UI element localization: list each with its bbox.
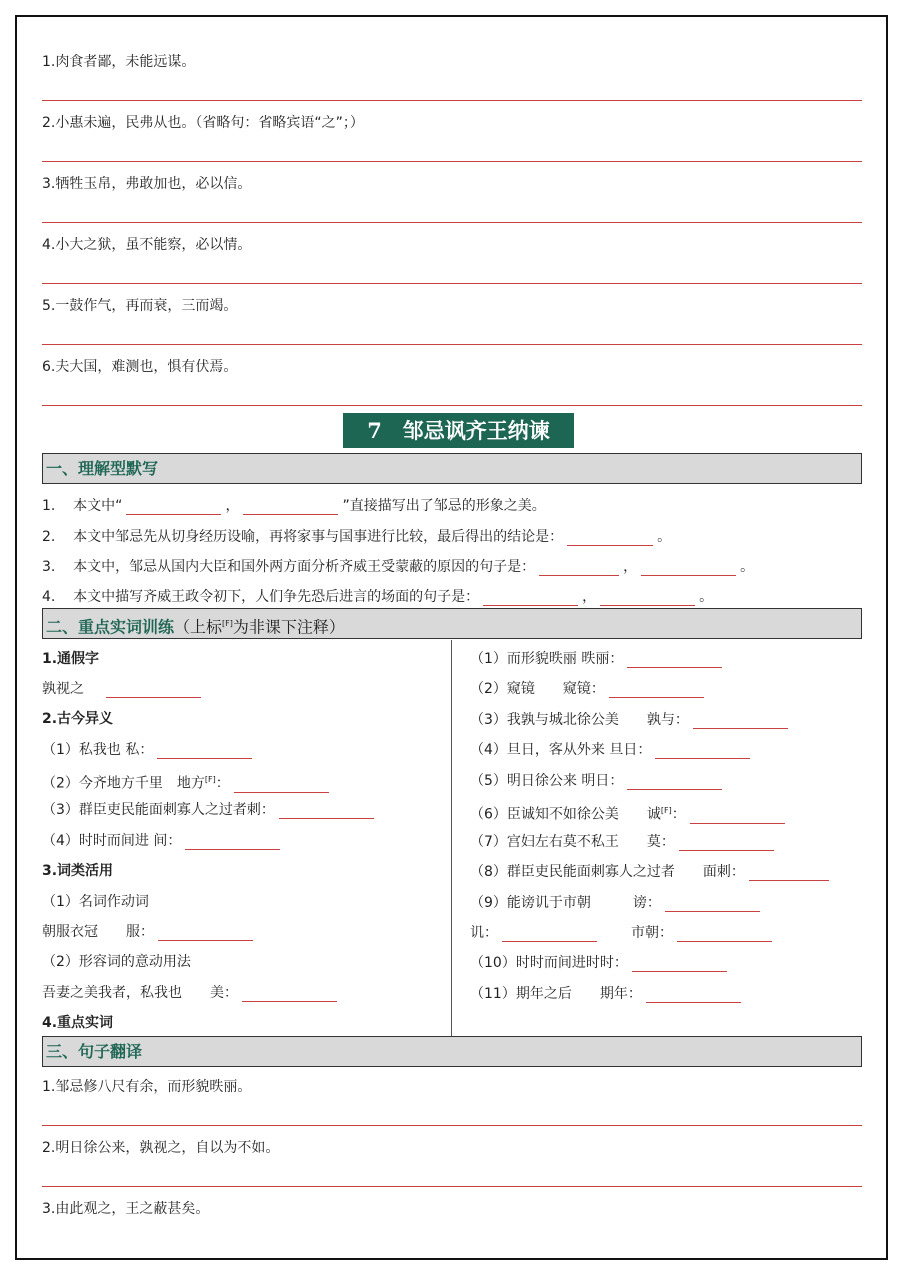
vocab-item bbox=[470, 924, 776, 942]
answer-line[interactable] bbox=[42, 222, 862, 223]
q-text: 本文中描写齐威王政令初下，人们争先恐后进言的场面的句子是： bbox=[73, 589, 480, 605]
vocab-item bbox=[470, 680, 708, 698]
blank[interactable] bbox=[157, 744, 252, 759]
vocab-item bbox=[470, 954, 731, 972]
vocab-item bbox=[42, 680, 205, 698]
blank[interactable] bbox=[243, 500, 338, 515]
vocab-item bbox=[470, 833, 778, 851]
q-text: 。 bbox=[740, 559, 755, 575]
blank[interactable] bbox=[646, 988, 741, 1003]
blank[interactable] bbox=[641, 561, 736, 576]
vocab-text: （7）宫妇左右莫不私王 莫： bbox=[470, 834, 675, 850]
vocab-item bbox=[470, 772, 726, 790]
translation-item: 1.邹忌修八尺有余，而形貌昳丽。 bbox=[42, 1079, 252, 1095]
vocab-item bbox=[42, 801, 378, 819]
section-title: 二、重点实词训练 bbox=[46, 617, 175, 637]
question-3 bbox=[42, 558, 754, 576]
blank[interactable] bbox=[679, 836, 774, 851]
translation-item: 4.小大之狱，虽不能察，必以情。 bbox=[42, 237, 252, 253]
blank[interactable] bbox=[632, 957, 727, 972]
vocab-item: （2）今齐地方千里 地方[F]： bbox=[42, 771, 333, 793]
vocab-item bbox=[42, 741, 256, 759]
section-note: （上标 bbox=[174, 617, 223, 637]
vocab-text: （4）旦日，客从外来 旦日： bbox=[470, 742, 652, 758]
vocab-text: （1）而形貌昳丽 昳丽： bbox=[470, 651, 624, 667]
vocab-item bbox=[42, 832, 284, 850]
blank[interactable] bbox=[749, 866, 829, 881]
vocab-text: （2）今齐地方千里 地方 bbox=[42, 775, 205, 792]
blank[interactable] bbox=[609, 683, 704, 698]
answer-line[interactable] bbox=[42, 100, 862, 101]
translation-item: 3.牺牲玉帛，弗敢加也，必以信。 bbox=[42, 176, 252, 192]
answer-line[interactable] bbox=[42, 1125, 862, 1126]
blank[interactable] bbox=[126, 500, 221, 515]
superscript-mark: [F] bbox=[222, 619, 233, 628]
vocab-text: （6）臣诚知不如徐公美 诚 bbox=[470, 806, 661, 823]
section-note: 为非课下注释） bbox=[232, 617, 345, 637]
vocab-text: （11）期年之后 期年： bbox=[470, 986, 642, 1002]
vocab-text: （5）明日徐公来 明日： bbox=[470, 773, 624, 789]
blank[interactable] bbox=[627, 775, 722, 790]
blank[interactable] bbox=[567, 531, 653, 546]
category-heading: 4.重点实词 bbox=[42, 1015, 114, 1031]
answer-line[interactable] bbox=[42, 1186, 862, 1187]
q-num: 4. bbox=[42, 589, 56, 605]
blank[interactable] bbox=[677, 927, 772, 942]
superscript-mark: [F] bbox=[204, 775, 216, 784]
blank[interactable] bbox=[106, 683, 201, 698]
section-title: 三、句子翻译 bbox=[46, 1042, 143, 1061]
blank[interactable] bbox=[655, 744, 750, 759]
q-text: ， bbox=[582, 589, 597, 605]
blank[interactable] bbox=[600, 591, 695, 606]
lesson-title: 7 邹忌讽齐王纳谏 bbox=[343, 413, 574, 448]
blank[interactable] bbox=[158, 926, 253, 941]
answer-line[interactable] bbox=[42, 344, 862, 345]
vocab-text: （1）私我也 私： bbox=[42, 742, 154, 758]
vocab-text: 市朝： bbox=[631, 925, 673, 941]
blank[interactable] bbox=[279, 804, 374, 819]
q-num: 3. bbox=[42, 559, 56, 575]
vocab-text: 孰视之 bbox=[42, 681, 84, 697]
q-text: ”直接描写出了邹忌的形象之美。 bbox=[342, 498, 546, 514]
vocab-item bbox=[470, 863, 833, 881]
q-text: 本文中邹忌先从切身经历设喻，再将家事与国事进行比较，最后得出的结论是： bbox=[73, 529, 564, 545]
blank[interactable] bbox=[242, 987, 337, 1002]
q-num: 1. bbox=[42, 498, 56, 514]
vocab-item bbox=[470, 711, 792, 729]
vocab-text: （3）群臣吏民能面刺寡人之过者刺： bbox=[42, 802, 275, 818]
blank[interactable] bbox=[539, 561, 619, 576]
vocab-text: 吾妻之美我者，私我也 美： bbox=[42, 985, 238, 1001]
q-text: 本文中，邹忌从国内大臣和国外两方面分析齐威王受蒙蔽的原因的句子是： bbox=[73, 559, 536, 575]
vocab-subheading: （2）形容词的意动用法 bbox=[42, 954, 191, 970]
q-text: 。 bbox=[699, 589, 714, 605]
vocab-text: （10）时时而间进时时： bbox=[470, 955, 628, 971]
q-text: ， bbox=[623, 559, 638, 575]
vocab-item bbox=[470, 985, 745, 1003]
question-2 bbox=[42, 528, 671, 546]
question-4 bbox=[42, 588, 713, 606]
q-text: ， bbox=[225, 498, 240, 514]
blank[interactable] bbox=[693, 714, 788, 729]
vocab-item bbox=[470, 741, 754, 759]
category-heading: 3.词类活用 bbox=[42, 863, 114, 879]
vocab-subheading: （1）名词作动词 bbox=[42, 894, 149, 910]
blank[interactable] bbox=[690, 809, 785, 824]
vocab-text: （9）能谤讥于市朝 谤： bbox=[470, 895, 661, 911]
vocab-item: （6）臣诚知不如徐公美 诚[F]： bbox=[470, 802, 789, 824]
translation-item: 2.小惠未遍，民弗从也。（省略句：省略宾语“之”；） bbox=[42, 115, 364, 131]
blank[interactable] bbox=[185, 835, 280, 850]
vocab-text: （8）群臣吏民能面刺寡人之过者 面刺： bbox=[470, 864, 745, 880]
q-text: 本文中“ bbox=[73, 498, 123, 514]
vocab-item bbox=[42, 984, 341, 1002]
category-heading: 1.通假字 bbox=[42, 651, 100, 667]
section-header-1 bbox=[42, 453, 862, 484]
vocab-item bbox=[470, 650, 726, 668]
vocab-text: （4）时时而间进 间： bbox=[42, 833, 182, 849]
translation-item: 2.明日徐公来，孰视之，自以为不如。 bbox=[42, 1140, 280, 1156]
column-divider bbox=[451, 640, 452, 1036]
q-num: 2. bbox=[42, 529, 56, 545]
blank[interactable] bbox=[502, 927, 597, 942]
vocab-text: 讥： bbox=[470, 925, 498, 941]
translation-item: 5.一鼓作气，再而衰，三而竭。 bbox=[42, 298, 238, 314]
translation-item: 6.夫大国，难测也，惧有伏焉。 bbox=[42, 359, 238, 375]
blank[interactable] bbox=[483, 591, 578, 606]
vocab-item bbox=[42, 923, 257, 941]
vocab-text: （3）我孰与城北徐公美 孰与： bbox=[470, 712, 689, 728]
vocab-item bbox=[470, 894, 764, 912]
superscript-mark: [F] bbox=[660, 806, 672, 815]
blank[interactable] bbox=[234, 778, 329, 793]
section-header-2 bbox=[42, 608, 862, 639]
answer-line[interactable] bbox=[42, 283, 862, 284]
q-text: 。 bbox=[657, 529, 672, 545]
section-title: 一、理解型默写 bbox=[46, 459, 159, 478]
question-1 bbox=[42, 497, 546, 515]
blank[interactable] bbox=[627, 653, 722, 668]
vocab-text: 朝服衣冠 服： bbox=[42, 924, 154, 940]
translation-item: 3.由此观之，王之蔽甚矣。 bbox=[42, 1201, 210, 1217]
blank[interactable] bbox=[665, 897, 760, 912]
vocab-text: （2）窥镜 窥镜： bbox=[470, 681, 605, 697]
translation-item: 1.肉食者鄙，未能远谋。 bbox=[42, 54, 196, 70]
category-heading: 2.古今异义 bbox=[42, 711, 114, 727]
section-header-3 bbox=[42, 1036, 862, 1067]
answer-line[interactable] bbox=[42, 405, 862, 406]
answer-line[interactable] bbox=[42, 161, 862, 162]
